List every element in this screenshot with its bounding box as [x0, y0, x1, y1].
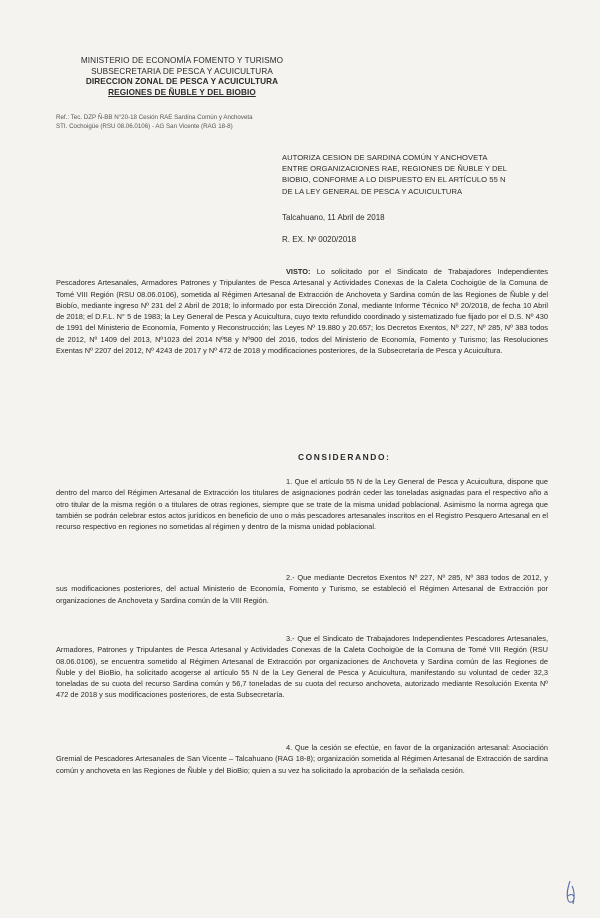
subject-line: BIOBIO, CONFORME A LO DISPUESTO EN EL ARTÍCULO 55 N: [282, 175, 506, 185]
considerando-item-3: [56, 633, 548, 701]
reference-block: [56, 114, 306, 131]
reference-line: Ref.: Tec. DZP Ñ-BB N°20-18 Cesión RAE Sardina Común y Anchoveta: [56, 114, 253, 121]
initials-signature-icon: [560, 878, 580, 906]
considerando-item-4: [56, 742, 548, 776]
item-number: 4.: [286, 743, 293, 752]
considerando-item-1: [56, 476, 548, 532]
resolution-number: R. EX. Nº 0020/2018: [282, 235, 357, 244]
visto-label: VISTO:: [286, 267, 311, 276]
visto-paragraph: [56, 266, 548, 356]
ministry-line: MINISTERIO DE ECONOMÍA FOMENTO Y TURISMO: [80, 56, 284, 65]
visto-text: Lo solicitado por el Sindicato de Trabajadores Independientes Pescadores Artesanales, Armadores Patrones y Tripulantes de Pesca Artesanal y Actividades Conexas de la Caleta Cochoigüe de la Comuna de Tomé VIII Región (RSU 08.06.0106), sometida al Régimen Artesanal de Extracción de Anchoveta y Sardina común de las Regiones de Ñuble y del Biobío, mediante ingreso Nº 231 del 2 Abril de 2018; lo informado por esta Dirección Zonal, mediante Informe Técnico Nº 20/2018, de fecha 10 Abril de 2018; el D.F.L. N° 5 de 1983; la Ley General de Pesca y Acuicultura, cuyo texto refundido coordinado y sistematizado fue fijado por el D.S. Nº 430 de 1991 del Ministerio de Economía, Fomento y Reconstrucción; las Leyes Nº 19.880 y 20.657; los Decretos Exentos, Nº 227, Nº 285, Nº 383 todos de 2012, Nº 1409 del 2013, Nº1023 del 2014 Nº58 y Nº900 del 2016, todos del Ministerio de Economía, Fomento y Turismo; las Resoluciones Exentas Nº 2207 del 2012, Nº 4243 de 2017 y Nº 472 de 2018 y modificaciones posteriores, de la Subsecretaría de Pesca y Acuicultura.: [56, 267, 548, 356]
subject-line: ENTRE ORGANIZACIONES RAE, REGIONES DE ÑUBLE Y DEL: [282, 164, 507, 174]
zonal-direction-line: DIRECCION ZONAL DE PESCA Y ACUICULTURA: [85, 77, 279, 86]
reference-line: STI. Cochoigüe (RSU 08.06.0106) - AG San Vicente (RAG 18-8): [56, 122, 233, 130]
document-date: Talcahuano, 11 Abril de 2018: [282, 213, 385, 222]
subject-line: DE LA LEY GENERAL DE PESCA Y ACUICULTURA: [282, 186, 463, 196]
item-text: Que la cesión se efectúe, en favor de la organización artesanal: Asociación Gremial de Pescadores Artesanales de San Vicente – Talcahuano (RAG 18-8); organización sometida al Régimen Artesanal de Extracción de sardina común y anchoveta en las Regiones de Ñuble y del BioBio; quien a su vez ha solicitado la aprobación de la señalada cesión.: [56, 743, 548, 775]
subject-line: AUTORIZA CESION DE SARDINA COMÚN Y ANCHOVETA: [282, 153, 488, 162]
considerando-item-2: [56, 572, 548, 606]
item-number: 1.: [286, 477, 293, 486]
regions-line: REGIONES DE ÑUBLE Y DEL BIOBIO: [108, 87, 256, 97]
item-number: 3.-: [286, 634, 295, 643]
item-text: Que el artículo 55 N de la Ley General de Pesca y Acuicultura, dispone que dentro del marco del Régimen Artesanal de Extracción los titulares de asignaciones podrán ceder las toneladas asignadas para el respectivo año a otro titular de la misma región o a titulares de otras regiones, siempre que se trate de la misma unidad poblacional. Asimismo la norma agrega que también se podrán celebrar estos actos jurídicos en beneficio de uno o más pescadores artesanales inscritos en el Registro Pesquero Artesanal en el recurso respectivo en regiones no sometidas al régimen y dentro de la misma unidad poblacional.: [56, 477, 548, 532]
considerando-heading: CONSIDERANDO:: [298, 452, 391, 462]
item-text: Que el Sindicato de Trabajadores Independientes Pescadores Artesanales, Armadores, Patrones y Tripulantes de Pesca Artesanal y Actividades Conexas de la Caleta Cochoigüe de la Comuna de Tomé VIII Región (RSU 08.06.0106), se encuentra sometido al Régimen Artesanal de Extracción por organizaciones de Anchoveta y Sardina común de las Regiones de Ñuble y del BioBio, ha solicitado acogerse al artículo 55 N de la Ley General de Pesca y Acuicultura, manifestando su voluntad de ceder 32,3 toneladas de su cuota del recurso Sardina común y 56,7 toneladas de su cuota del recurso anchoveta, autorizado mediante Resolución Exenta Nº 472 de 2018 y sus modificaciones posteriores, de esta Subsecretaría.: [56, 634, 549, 700]
item-text: Que mediante Decretos Exentos Nº 227, Nº 285, Nº 383 todos de 2012, y sus modificaciones posteriores, del actual Ministerio de Economía, Fomento y Turismo, se estableció el Régimen Artesanal de Extracción por organizaciones de Anchoveta y Sardina común de la VIII Región.: [56, 573, 548, 605]
item-number: 2.-: [286, 573, 295, 582]
subject-block: [282, 152, 544, 197]
subsecretary-line: SUBSECRETARIA DE PESCA Y ACUICULTURA: [91, 66, 273, 76]
letterhead: [62, 56, 302, 98]
